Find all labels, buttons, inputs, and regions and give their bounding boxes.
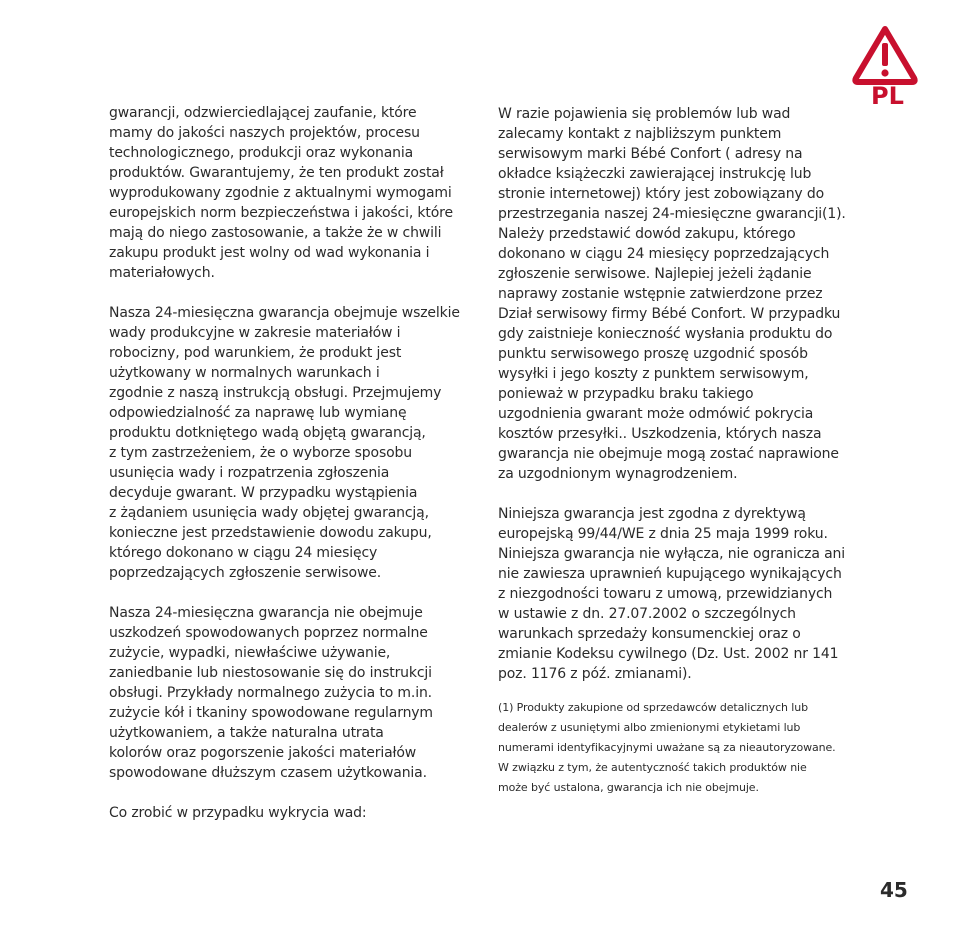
text-line: kosztów przesyłki.. Uszkodzenia, których nasza bbox=[498, 426, 822, 442]
text-line: technologicznego, produkcji oraz wykonania bbox=[109, 145, 414, 161]
text-line: robocizny, pod warunkiem, że produkt jest bbox=[109, 345, 402, 361]
text-line: Niniejsza gwarancja nie wyłącza, nie ogranicza ani bbox=[498, 546, 845, 562]
text-line: z żądaniem usunięcia wady objętej gwarancją, bbox=[109, 505, 429, 521]
text-line: mają do niego zastosowanie, a także że w chwili bbox=[109, 225, 442, 241]
text-line: poz. 1176 z póź. zmianami). bbox=[498, 666, 692, 682]
text-line: gwarancja nie obejmuje mogą zostać naprawione bbox=[498, 446, 839, 462]
text-line: z tym zastrzeżeniem, że o wyborze sposobu bbox=[109, 445, 412, 461]
text-line: Nasza 24-miesięczna gwarancja nie obejmuje bbox=[109, 605, 423, 621]
text-line: materiałowych. bbox=[109, 265, 215, 281]
text-line: zakupu produkt jest wolny od wad wykonania i bbox=[109, 245, 430, 261]
footnote-line: W związku z tym, że autentyczność takich produktów nie bbox=[498, 761, 807, 774]
text-line: użytkowaniem, a także naturalna utrata bbox=[109, 725, 384, 741]
footnote-line: numerami identyfikacyjnymi uważane są za nieautoryzowane. bbox=[498, 741, 836, 754]
text-line: warunkach sprzedaży konsumenckiej oraz o bbox=[498, 626, 801, 642]
footnote-line: (1) Produkty zakupione od sprzedawców detalicznych lub bbox=[498, 701, 809, 714]
text-line: produktu dotkniętego wadą objętą gwarancją, bbox=[109, 425, 426, 441]
text-line: usunięcia wady i rozpatrzenia zgłoszenia bbox=[109, 465, 390, 481]
text-line: spowodowane dłuższym czasem użytkowania. bbox=[109, 765, 427, 781]
text-line: wady produkcyjne w zakresie materiałów i bbox=[109, 325, 401, 341]
paragraph-service-contact bbox=[498, 104, 860, 484]
text-line: wysyłki i jego koszty z punktem serwisowym, bbox=[498, 366, 809, 382]
text-line: poprzedzających zgłoszenie serwisowe. bbox=[109, 565, 382, 581]
text-line: konieczne jest przedstawienie dowodu zakupu, bbox=[109, 525, 432, 541]
text-line: ponieważ w przypadku braku takiego bbox=[498, 386, 754, 402]
text-line: Należy przedstawić dowód zakupu, którego bbox=[498, 226, 796, 242]
text-line: zużycie kół i tkaniny spowodowane regularnym bbox=[109, 705, 433, 721]
text-line: Nasza 24-miesięczna gwarancja obejmuje wszelkie bbox=[109, 305, 460, 321]
text-line: stronie internetowej) który jest zobowiązany do bbox=[498, 186, 825, 202]
text-line: W razie pojawienia się problemów lub wad bbox=[498, 106, 791, 122]
language-code: PL bbox=[871, 82, 904, 110]
footnote bbox=[498, 698, 860, 798]
text-line: kolorów oraz pogorszenie jakości materiałów bbox=[109, 745, 417, 761]
text-line: zaniedbanie lub niestosowanie się do instrukcji bbox=[109, 665, 432, 681]
text-line: serwisowym marki Bébé Confort ( adresy na bbox=[498, 146, 803, 162]
paragraph-warranty-exclusions bbox=[109, 603, 469, 783]
text-line: zgłoszenie serwisowe. Najlepiej jeżeli żądanie bbox=[498, 266, 812, 282]
text-line: użytkowany w normalnych warunkach i bbox=[109, 365, 380, 381]
text-line: którego dokonano w ciągu 24 miesięcy bbox=[109, 545, 378, 561]
text-line: decyduje gwarant. W przypadku wystąpienia bbox=[109, 485, 418, 501]
text-line: europejskich norm bezpieczeństwa i jakości, które bbox=[109, 205, 453, 221]
paragraph-warranty-intro bbox=[109, 103, 469, 283]
text-line: uzgodnienia gwarant może odmówić pokrycia bbox=[498, 406, 814, 422]
right-column bbox=[498, 104, 860, 798]
text-line: naprawy zostanie wstępnie zatwierdzone przez bbox=[498, 286, 823, 302]
text-line: gdy zaistnieje konieczność wysłania produktu do bbox=[498, 326, 833, 342]
text-line: obsługi. Przykłady normalnego zużycia to m.in. bbox=[109, 685, 432, 701]
text-line: europejską 99/44/WE z dnia 25 maja 1999 roku. bbox=[498, 526, 828, 542]
text-line: zalecamy kontakt z najbliższym punktem bbox=[498, 126, 782, 142]
text-line: za uzgodnionym wynagrodzeniem. bbox=[498, 466, 738, 482]
text-line: produktów. Gwarantujemy, że ten produkt został bbox=[109, 165, 444, 181]
footnote-line: może być ustalona, gwarancja ich nie obejmuje. bbox=[498, 781, 759, 794]
paragraph-warranty-coverage bbox=[109, 303, 469, 583]
text-line: mamy do jakości naszych projektów, procesu bbox=[109, 125, 420, 141]
text-line: Niniejsza gwarancja jest zgodna z dyrektywą bbox=[498, 506, 806, 522]
text-line: odpowiedzialność za naprawę lub wymianę bbox=[109, 405, 407, 421]
text-line: Co zrobić w przypadku wykrycia wad: bbox=[109, 805, 367, 821]
page-number: 45 bbox=[880, 878, 908, 902]
left-column bbox=[109, 103, 469, 823]
paragraph-legal-compliance bbox=[498, 504, 860, 684]
text-line: Dział serwisowy firmy Bébé Confort. W przypadku bbox=[498, 306, 841, 322]
text-line: przestrzegania naszej 24-miesięczne gwarancji(1). bbox=[498, 206, 846, 222]
footnote-line: dealerów z usuniętymi albo zmienionymi etykietami lub bbox=[498, 721, 801, 734]
text-line: wyprodukowany zgodnie z aktualnymi wymogami bbox=[109, 185, 452, 201]
text-line: z niezgodności towaru z umową, przewidzianych bbox=[498, 586, 833, 602]
text-line: gwarancji, odzwierciedlającej zaufanie, które bbox=[109, 105, 417, 121]
text-line: nie zawiesza uprawnień kupującego wynikających bbox=[498, 566, 842, 582]
text-line: zużycie, wypadki, niewłaściwe używanie, bbox=[109, 645, 391, 661]
text-line: dokonano w ciągu 24 miesięcy poprzedzających bbox=[498, 246, 830, 262]
paragraph-what-to-do bbox=[109, 803, 469, 823]
text-line: uszkodzeń spowodowanych poprzez normalne bbox=[109, 625, 428, 641]
text-line: w ustawie z dn. 27.07.2002 o szczególnych bbox=[498, 606, 796, 622]
text-line: punktu serwisowego proszę uzgodnić sposób bbox=[498, 346, 808, 362]
text-line: okładce książeczki zawierającej instrukcję lub bbox=[498, 166, 812, 182]
text-line: zmianie Kodeksu cywilnego (Dz. Ust. 2002 nr 141 bbox=[498, 646, 839, 662]
text-line: zgodnie z naszą instrukcją obsługi. Przejmujemy bbox=[109, 385, 442, 401]
